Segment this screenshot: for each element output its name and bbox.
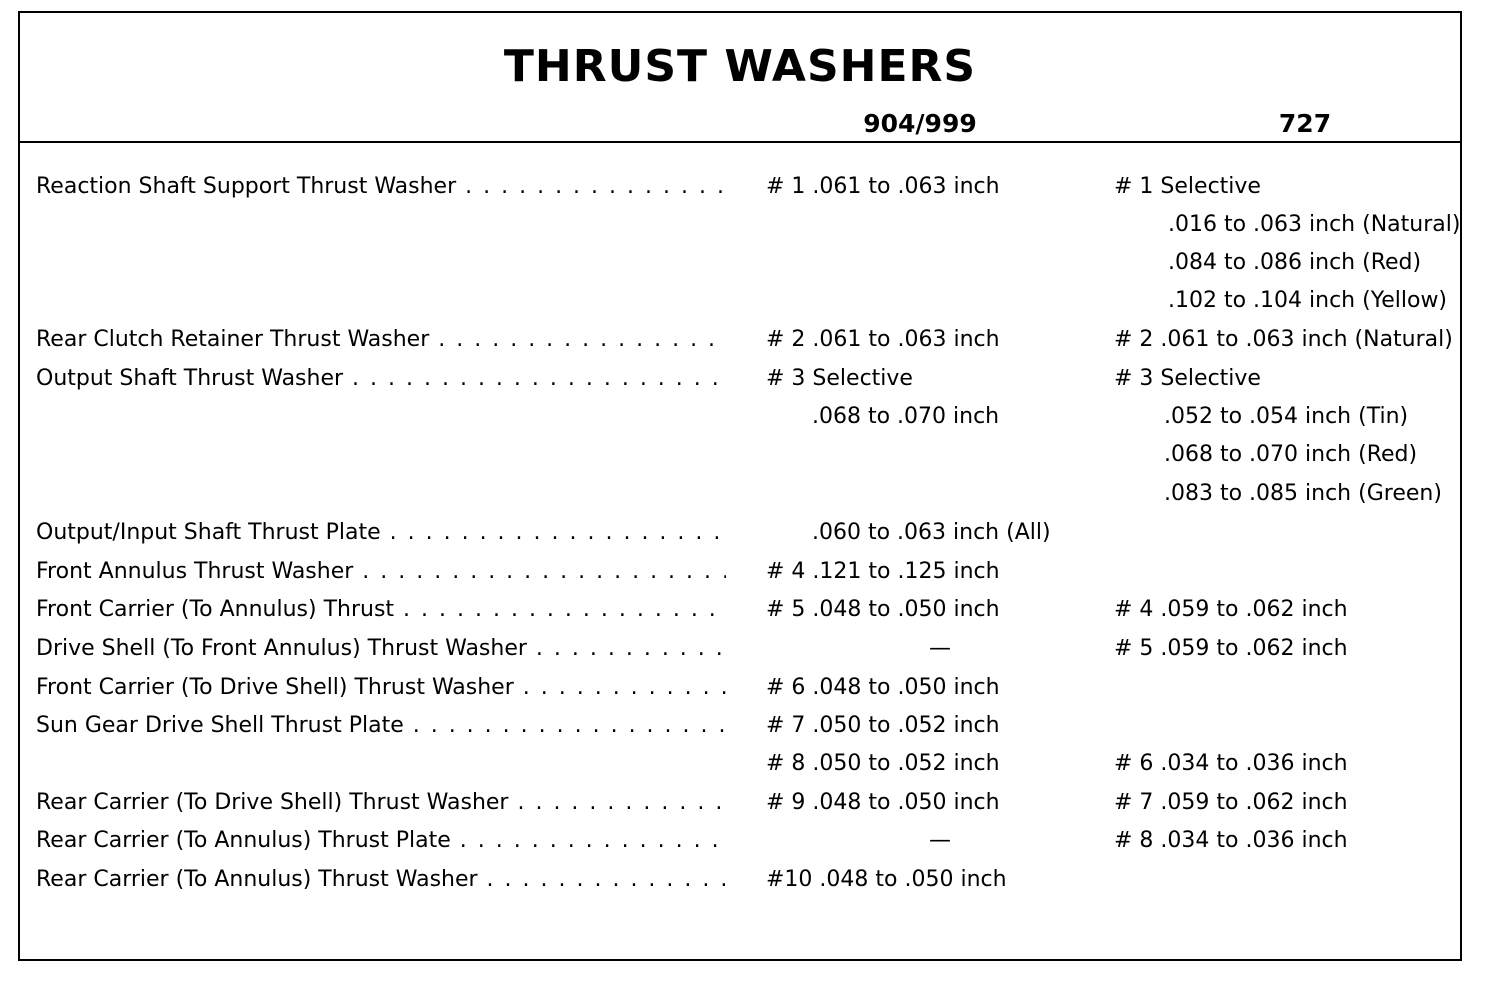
value-727: # 8 .034 to .036 inch (1114, 828, 1348, 853)
table-row (20, 401, 1460, 433)
value-904-999: # 2 .061 to .063 inch (766, 327, 1000, 352)
table-row (20, 825, 1460, 857)
value-904-999: # 7 .050 to .052 inch (766, 713, 1000, 738)
page-title: THRUST WASHERS (503, 41, 977, 92)
value-727: # 1 Selective (1114, 174, 1261, 199)
value-904-999: # 9 .048 to .050 inch (766, 790, 1000, 815)
table-row (20, 478, 1460, 510)
value-727: .102 to .104 inch (Yellow) (1168, 288, 1448, 313)
table-row (20, 363, 1460, 395)
value-904-999: # 4 .121 to .125 inch (766, 559, 1000, 584)
table-row (20, 517, 1460, 549)
column-header-727: 727 (1278, 109, 1332, 138)
value-904-999: #10 .048 to .050 inch (766, 867, 1007, 892)
value-727: .052 to .054 inch (Tin) (1164, 404, 1409, 429)
header-divider (20, 141, 1460, 143)
value-727: # 7 .059 to .062 inch (1114, 790, 1348, 815)
value-904-999: .068 to .070 inch (812, 404, 1000, 429)
value-904-999: # 5 .048 to .050 inch (766, 597, 1000, 622)
table-row (20, 247, 1460, 279)
row-label: Reaction Shaft Support Thrust Washer . . . (36, 171, 726, 203)
row-label: Rear Clutch Retainer Thrust Washer . . . (36, 324, 726, 356)
table-row (20, 594, 1460, 626)
table-row (20, 864, 1460, 896)
row-label: Rear Carrier (To Annulus) Thrust Washer . . . (36, 864, 726, 896)
value-727: # 2 .061 to .063 inch (Natural) (1114, 327, 1453, 352)
value-727: # 3 Selective (1114, 366, 1261, 391)
value-727: .016 to .063 inch (Natural) (1168, 212, 1461, 237)
value-904-999: — (929, 636, 951, 661)
table-row (20, 710, 1460, 742)
table-row (20, 633, 1460, 665)
value-904-999: # 8 .050 to .052 inch (766, 751, 1000, 776)
value-727: .068 to .070 inch (Red) (1164, 442, 1418, 467)
row-label: Drive Shell (To Front Annulus) Thrust Washer . . . (36, 633, 726, 665)
row-label: Rear Carrier (To Drive Shell) Thrust Washer . . . (36, 787, 726, 819)
table-row (20, 787, 1460, 819)
row-label: Sun Gear Drive Shell Thrust Plate . . . (36, 710, 726, 742)
table-row (20, 748, 1460, 780)
value-727: # 6 .034 to .036 inch (1114, 751, 1348, 776)
row-label: Rear Carrier (To Annulus) Thrust Plate . . . (36, 825, 726, 857)
row-label: Front Carrier (To Annulus) Thrust . . . (36, 594, 726, 626)
row-label: Output/Input Shaft Thrust Plate . . . (36, 517, 726, 549)
value-727: .084 to .086 inch (Red) (1168, 250, 1422, 275)
value-727: .083 to .085 inch (Green) (1164, 481, 1442, 506)
table-row (20, 171, 1460, 203)
value-727: # 5 .059 to .062 inch (1114, 636, 1348, 661)
value-904-999: # 3 Selective (766, 366, 913, 391)
table-row (20, 324, 1460, 356)
value-727: # 4 .059 to .062 inch (1114, 597, 1348, 622)
value-904-999: # 1 .061 to .063 inch (766, 174, 1000, 199)
value-904-999: .060 to .063 inch (All) (812, 520, 1051, 545)
row-label: Front Carrier (To Drive Shell) Thrust Washer . . . (36, 672, 726, 704)
table-row (20, 285, 1460, 317)
table-row (20, 439, 1460, 471)
column-header-904-999: 904/999 (863, 109, 977, 138)
row-label: Output Shaft Thrust Washer . . . (36, 363, 726, 395)
table-row (20, 209, 1460, 241)
table-frame (18, 11, 1462, 961)
row-label: Front Annulus Thrust Washer . . . (36, 556, 726, 588)
table-row (20, 672, 1460, 704)
value-904-999: — (929, 828, 951, 853)
table-row (20, 556, 1460, 588)
value-904-999: # 6 .048 to .050 inch (766, 675, 1000, 700)
